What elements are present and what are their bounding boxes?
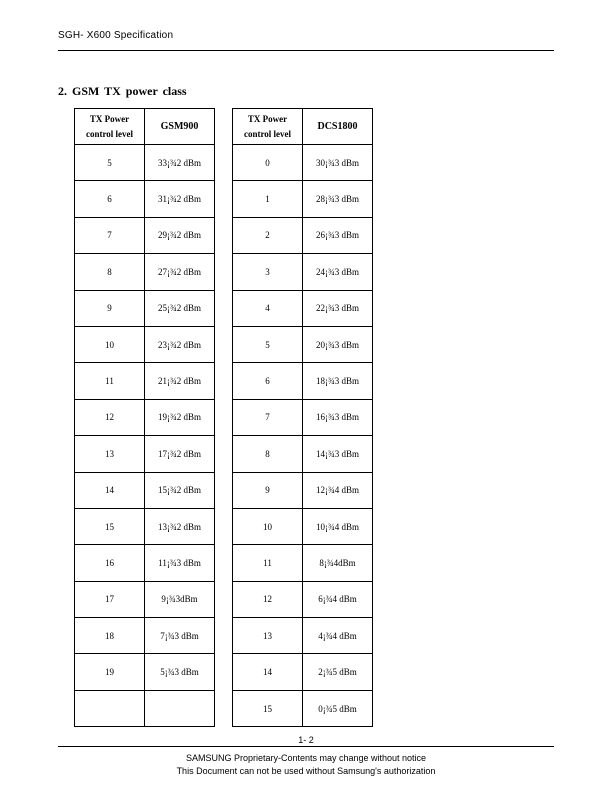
table-row: [233, 581, 373, 617]
table-row: [75, 654, 215, 690]
power-value-cell: 29¡¾2 dBm: [145, 217, 215, 253]
power-value-cell: 27¡¾2 dBm: [145, 254, 215, 290]
table-row: [75, 618, 215, 654]
power-level-cell: 7: [233, 399, 303, 435]
power-level-cell: 5: [75, 145, 145, 181]
power-value-cell: 8¡¾4dBm: [303, 545, 373, 581]
section-title: 2. GSM TX power class: [58, 84, 187, 98]
power-value-cell: 11¡¾3 dBm: [145, 545, 215, 581]
power-level-cell: 18: [75, 618, 145, 654]
power-value-cell: 4¡¾4 dBm: [303, 618, 373, 654]
power-level-cell: 11: [75, 363, 145, 399]
header-divider: [58, 50, 554, 51]
page-number: 1- 2: [298, 735, 314, 745]
table-row: [233, 181, 373, 217]
power-level-cell: 9: [75, 290, 145, 326]
header-line: TX Power: [247, 113, 288, 124]
power-value-cell: 12¡¾4 dBm: [303, 472, 373, 508]
gsm900-power-table: [74, 108, 215, 727]
gsm900-table-body: [75, 145, 215, 727]
power-value-cell: 17¡¾2 dBm: [145, 436, 215, 472]
power-level-cell: 4: [233, 290, 303, 326]
table-row: [75, 472, 215, 508]
power-value-cell: 30¡¾3 dBm: [303, 145, 373, 181]
document-header: SGH- X600 Specification: [58, 30, 174, 41]
footer-divider: [58, 746, 554, 747]
table-header-row: [233, 109, 373, 145]
table-header-row: [75, 109, 215, 145]
table-row: [233, 290, 373, 326]
power-level-cell: 5: [233, 326, 303, 362]
table-row: [75, 436, 215, 472]
power-level-cell: 8: [233, 436, 303, 472]
power-value-cell: 24¡¾3 dBm: [303, 254, 373, 290]
table-row: [75, 181, 215, 217]
table-row: [233, 654, 373, 690]
power-level-cell: 16: [75, 545, 145, 581]
column-header-level: [75, 109, 145, 145]
power-value-cell: 18¡¾3 dBm: [303, 363, 373, 399]
power-level-cell: 8: [75, 254, 145, 290]
power-level-cell: 12: [233, 581, 303, 617]
table-row: [233, 472, 373, 508]
power-level-cell: 15: [233, 690, 303, 726]
column-header-band: DCS1800: [303, 109, 373, 145]
power-level-cell: 6: [75, 181, 145, 217]
power-level-cell: 17: [75, 581, 145, 617]
table-row: [75, 508, 215, 544]
power-level-cell: 2: [233, 217, 303, 253]
footer-line-proprietary: SAMSUNG Proprietary-Contents may change without notice: [185, 753, 427, 763]
power-value-cell: 5¡¾3 dBm: [145, 654, 215, 690]
power-level-cell: 6: [233, 363, 303, 399]
power-value-cell: 9¡¾3dBm: [145, 581, 215, 617]
table-row: [233, 326, 373, 362]
table-row: [233, 217, 373, 253]
table-row: [75, 217, 215, 253]
power-value-cell: 23¡¾2 dBm: [145, 326, 215, 362]
power-level-cell: 7: [75, 217, 145, 253]
table-row: [233, 363, 373, 399]
power-level-cell: 14: [75, 472, 145, 508]
power-value-cell: 19¡¾2 dBm: [145, 399, 215, 435]
power-value-cell: 10¡¾4 dBm: [303, 508, 373, 544]
header-line: TX Power: [89, 113, 130, 124]
power-value-cell: [145, 690, 215, 726]
table-row: [233, 399, 373, 435]
table-row: [75, 145, 215, 181]
power-value-cell: 22¡¾3 dBm: [303, 290, 373, 326]
dcs1800-power-table: [232, 108, 373, 727]
header-line: control level: [243, 128, 292, 139]
document-footer: [0, 752, 612, 778]
power-level-cell: 10: [75, 326, 145, 362]
table-row: [233, 254, 373, 290]
column-header-band: GSM900: [145, 109, 215, 145]
power-level-cell: 12: [75, 399, 145, 435]
power-level-cell: 1: [233, 181, 303, 217]
power-value-cell: 21¡¾2 dBm: [145, 363, 215, 399]
column-header-level: [233, 109, 303, 145]
power-level-cell: 13: [233, 618, 303, 654]
table-row: [233, 145, 373, 181]
power-value-cell: 20¡¾3 dBm: [303, 326, 373, 362]
power-value-cell: 28¡¾3 dBm: [303, 181, 373, 217]
power-level-cell: 9: [233, 472, 303, 508]
table-row: [75, 254, 215, 290]
power-value-cell: 26¡¾3 dBm: [303, 217, 373, 253]
footer-line-authorization: This Document can not be used without Samsung's authorization: [176, 766, 436, 776]
table-row: [75, 399, 215, 435]
table-row: [75, 581, 215, 617]
power-value-cell: 0¡¾5 dBm: [303, 690, 373, 726]
power-level-cell: [75, 690, 145, 726]
power-value-cell: 7¡¾3 dBm: [145, 618, 215, 654]
power-value-cell: 13¡¾2 dBm: [145, 508, 215, 544]
power-level-cell: 3: [233, 254, 303, 290]
table-row: [233, 545, 373, 581]
power-value-cell: 6¡¾4 dBm: [303, 581, 373, 617]
table-row: [75, 290, 215, 326]
power-value-cell: 15¡¾2 dBm: [145, 472, 215, 508]
table-row: [233, 508, 373, 544]
power-level-cell: 10: [233, 508, 303, 544]
power-level-cell: 13: [75, 436, 145, 472]
table-row: [233, 618, 373, 654]
power-value-cell: 2¡¾5 dBm: [303, 654, 373, 690]
power-value-cell: 16¡¾3 dBm: [303, 399, 373, 435]
table-row: [233, 436, 373, 472]
power-value-cell: 31¡¾2 dBm: [145, 181, 215, 217]
table-row: [75, 363, 215, 399]
power-level-cell: 0: [233, 145, 303, 181]
power-level-cell: 14: [233, 654, 303, 690]
header-line: control level: [85, 128, 134, 139]
power-level-cell: 15: [75, 508, 145, 544]
power-value-cell: 25¡¾2 dBm: [145, 290, 215, 326]
dcs1800-table-body: [233, 145, 373, 727]
power-value-cell: 14¡¾3 dBm: [303, 436, 373, 472]
power-level-cell: 11: [233, 545, 303, 581]
table-row: [75, 690, 215, 726]
table-row: [75, 545, 215, 581]
power-value-cell: 33¡¾2 dBm: [145, 145, 215, 181]
table-row: [75, 326, 215, 362]
table-row: [233, 690, 373, 726]
power-level-cell: 19: [75, 654, 145, 690]
